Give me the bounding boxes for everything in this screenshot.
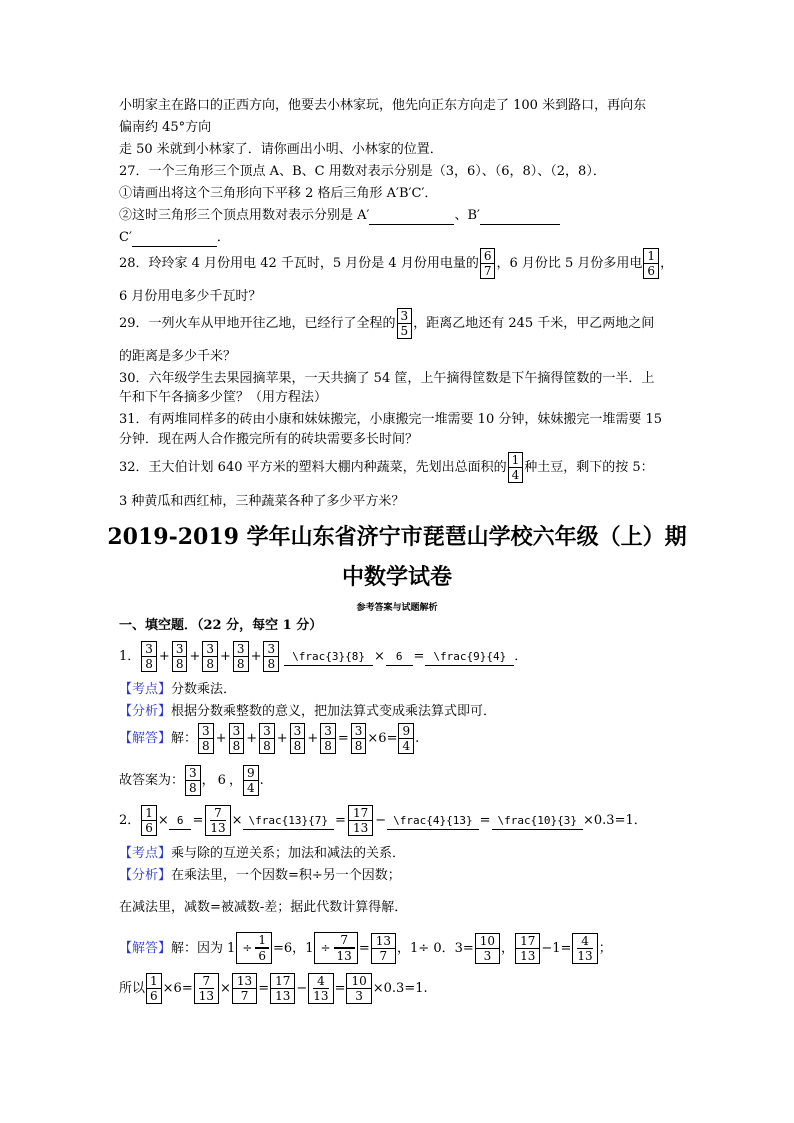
problem-26-line2: 偏南约 45°方向 <box>119 120 212 135</box>
answer-blank: \frac{9}{4} <box>425 648 514 666</box>
answer-1-question: 1． 3 8 + $\frac{3}{8}$ + $\frac{3}{8}$ + $\frac{3}{8}$ + $\frac{3}{8}$ \frac{3}{8} × 6 = \frac{9}{4} ． <box>119 642 528 671</box>
fraction: $\frac{3}{8}$ <box>229 723 245 754</box>
fraction: $\frac{3}{8}$ <box>233 641 249 672</box>
fraction: 9 4 <box>243 765 259 796</box>
answer-1-solution: 【解答】 解： 3 8 + $\frac{3}{8}$ + $\frac{3}{8}$ + $\frac{3}{8}$ + $\frac{3}{8}$ = $\frac{3}{8}$ ×6= $\frac{9}{4}$ . <box>119 724 420 753</box>
fraction: $\frac{1}{6}$ <box>141 805 157 836</box>
answer-1-keypoint: 【考点】分数乘法． <box>119 682 237 697</box>
answer-blank <box>132 229 217 247</box>
problem-29-line2: 的距离是多少千米？ <box>119 349 237 364</box>
problem-27-line2: ①请画出将这个三角形向下平移 2 格后三角形 A′B′C′． <box>119 186 438 201</box>
division-box: ÷ $\frac{7}{13}$ <box>314 932 357 964</box>
fraction: $\frac{9}{4}$ <box>398 723 414 754</box>
problem-26-line3: 走 50 米就到小林家了．请你画出小明、小林家的位置． <box>119 142 443 157</box>
problem-27-line3: ②这时三角形三个顶点用数对表示分别是 A′ 、B′ <box>119 207 560 225</box>
division-box: ÷ $\frac{1}{6}$ <box>236 932 272 964</box>
fraction: $\frac{17}{13}$ <box>348 805 373 836</box>
fraction: 1 6 <box>643 248 659 279</box>
answer-blank <box>369 207 454 225</box>
fraction: $\frac{7}{13}$ <box>194 973 219 1004</box>
fraction: $\frac{3}{8}$ <box>259 723 275 754</box>
page-title-line1: 2019-2019 学年山东省济宁市琵琶山学校六年级（上）期 <box>107 524 687 550</box>
fraction: 3 8 <box>198 723 214 754</box>
answer-1-result: 故答案为： 3 8 ， 6 ， 9 4 . <box>119 766 264 795</box>
fraction: $\frac{3}{8}$ <box>263 641 279 672</box>
fraction: $\frac{13}{7}$ <box>371 933 396 964</box>
answer-2-conclusion: 所以 $\frac{1}{6}$ ×6= $\frac{7}{13}$ × $\frac{13}{7}$ = $\frac{17}{13}$ − $\frac{4}{13}$ = $\frac{10}{3}$ ×0.3=1. <box>119 974 428 1003</box>
answer-blank <box>480 207 560 225</box>
problem-30-line1: 30．六年级学生去果园摘苹果，一天共摘了 54 筐，上午摘得筐数是下午摘得筐数的一半．上 <box>119 371 655 386</box>
problem-32-line1: 32．王大伯计划 640 平方米的塑料大棚内种蔬菜，先划出总面积的 1 4 种土豆，剩下的按 5： <box>119 453 654 482</box>
fraction: $\frac{13}{7}$ <box>232 973 257 1004</box>
fraction: 1 4 <box>508 452 524 483</box>
fraction: $\frac{4}{13}$ <box>308 973 333 1004</box>
fraction: $\frac{17}{13}$ <box>270 973 295 1004</box>
answer-2-analysis-line2: 在减法里，减数=被减数-差；据此代数计算得解． <box>119 900 408 915</box>
fraction: $\frac{10}{3}$ <box>346 973 371 1004</box>
answer-blank: \frac{13}{7} <box>243 812 334 830</box>
problem-26-line1: 小明家主在路口的正西方向，他要去小林家玩，他先向正东方向走了 100 米到路口，再向东 <box>119 98 647 113</box>
fraction: $\frac{4}{13}$ <box>572 933 597 964</box>
fraction: $\frac{3}{8}$ <box>172 641 188 672</box>
fraction: 6 7 <box>480 248 496 279</box>
problem-31-line1: 31．有两堆同样多的砖由小康和妹妹搬完，小康搬完一堆需要 10 分钟，妹妹搬完一堆需要 15 <box>119 412 663 427</box>
fraction: $\frac{10}{3}$ <box>475 933 500 964</box>
answer-blank: \frac{10}{3} <box>492 812 583 830</box>
fraction: 3 8 <box>141 641 157 672</box>
answer-blank: 6 <box>386 648 413 666</box>
problem-27-line1: 27．一个三角形三个顶点 A、B、C 用数对表示分别是（3，6）、（6，8）、（2，8）． <box>119 164 606 179</box>
answer-blank: \frac{3}{8} <box>284 648 373 666</box>
fraction: 3 8 <box>185 765 201 796</box>
fraction: 3 5 <box>397 308 413 339</box>
answer-1-analysis: 【分析】根据分数乘整数的意义，把加法算式变成乘法算式即可． <box>119 704 497 719</box>
answer-2-analysis: 【分析】在乘法里，一个因数=积÷另一个因数； <box>119 868 401 883</box>
problem-30-line2: 午和下午各摘多少筐？（用方程法） <box>119 390 328 405</box>
page-title-line2: 中数学试卷 <box>341 564 452 590</box>
fraction: $\frac{3}{8}$ <box>290 723 306 754</box>
problem-27-line4: C′ ． <box>119 230 230 245</box>
fraction: $\frac{3}{8}$ <box>202 641 218 672</box>
answer-2-keypoint: 【考点】乘与除的互逆关系；加法和减法的关系． <box>119 846 406 861</box>
fraction: $\frac{7}{13}$ <box>205 805 230 836</box>
answer-blank: 6 <box>169 812 192 830</box>
answer-2-solution: 【解答】 解：因为 1 ÷ $\frac{1}{6}$ =6， 1 ÷ $\frac{7}{13}$ = $\frac{13}{7}$ ， 1 ÷ 0．3= $\frac{10}{3}$ ， 17 13 −1= $\frac{4}{13}$ ； <box>119 933 612 963</box>
subtitle: 参考答案与试题解析 <box>356 603 438 613</box>
fraction: 17 13 <box>515 933 540 964</box>
problem-29-line1: 29．一列火车从甲地开往乙地，已经行了全程的 3 5 ，距离乙地还有 245 千米，甲乙两地之间 <box>119 309 655 338</box>
problem-32-line2: 3 种黄瓜和西红柿，三种蔬菜各种了多少平方米？ <box>119 494 405 509</box>
answer-2-question: 2． $\frac{1}{6}$ × 6 = $\frac{7}{13}$ × \frac{13}{7} = $\frac{17}{13}$ − \frac{4}{13} = \frac{10}{3} ×0.3=1． <box>119 806 647 835</box>
section-heading: 一、填空题．（22 分，每空 1 分） <box>119 618 323 633</box>
fraction: $\frac{3}{8}$ <box>351 723 367 754</box>
problem-28-line2: 6 月份用电多少千瓦时？ <box>119 289 262 304</box>
fraction: $\frac{3}{8}$ <box>320 723 336 754</box>
fraction: $\frac{1}{6}$ <box>146 973 162 1004</box>
problem-28-line1: 28．玲玲家 4 月份用电 42 千瓦时，5 月份是 4 月份用电量的 6 7 ，6 月份比 5 月份多用电 1 6 ， <box>119 249 674 278</box>
problem-31-line2: 分钟．现在两人合作搬完所有的砖块需要多长时间？ <box>119 432 419 447</box>
answer-blank: \frac{4}{13} <box>387 812 478 830</box>
